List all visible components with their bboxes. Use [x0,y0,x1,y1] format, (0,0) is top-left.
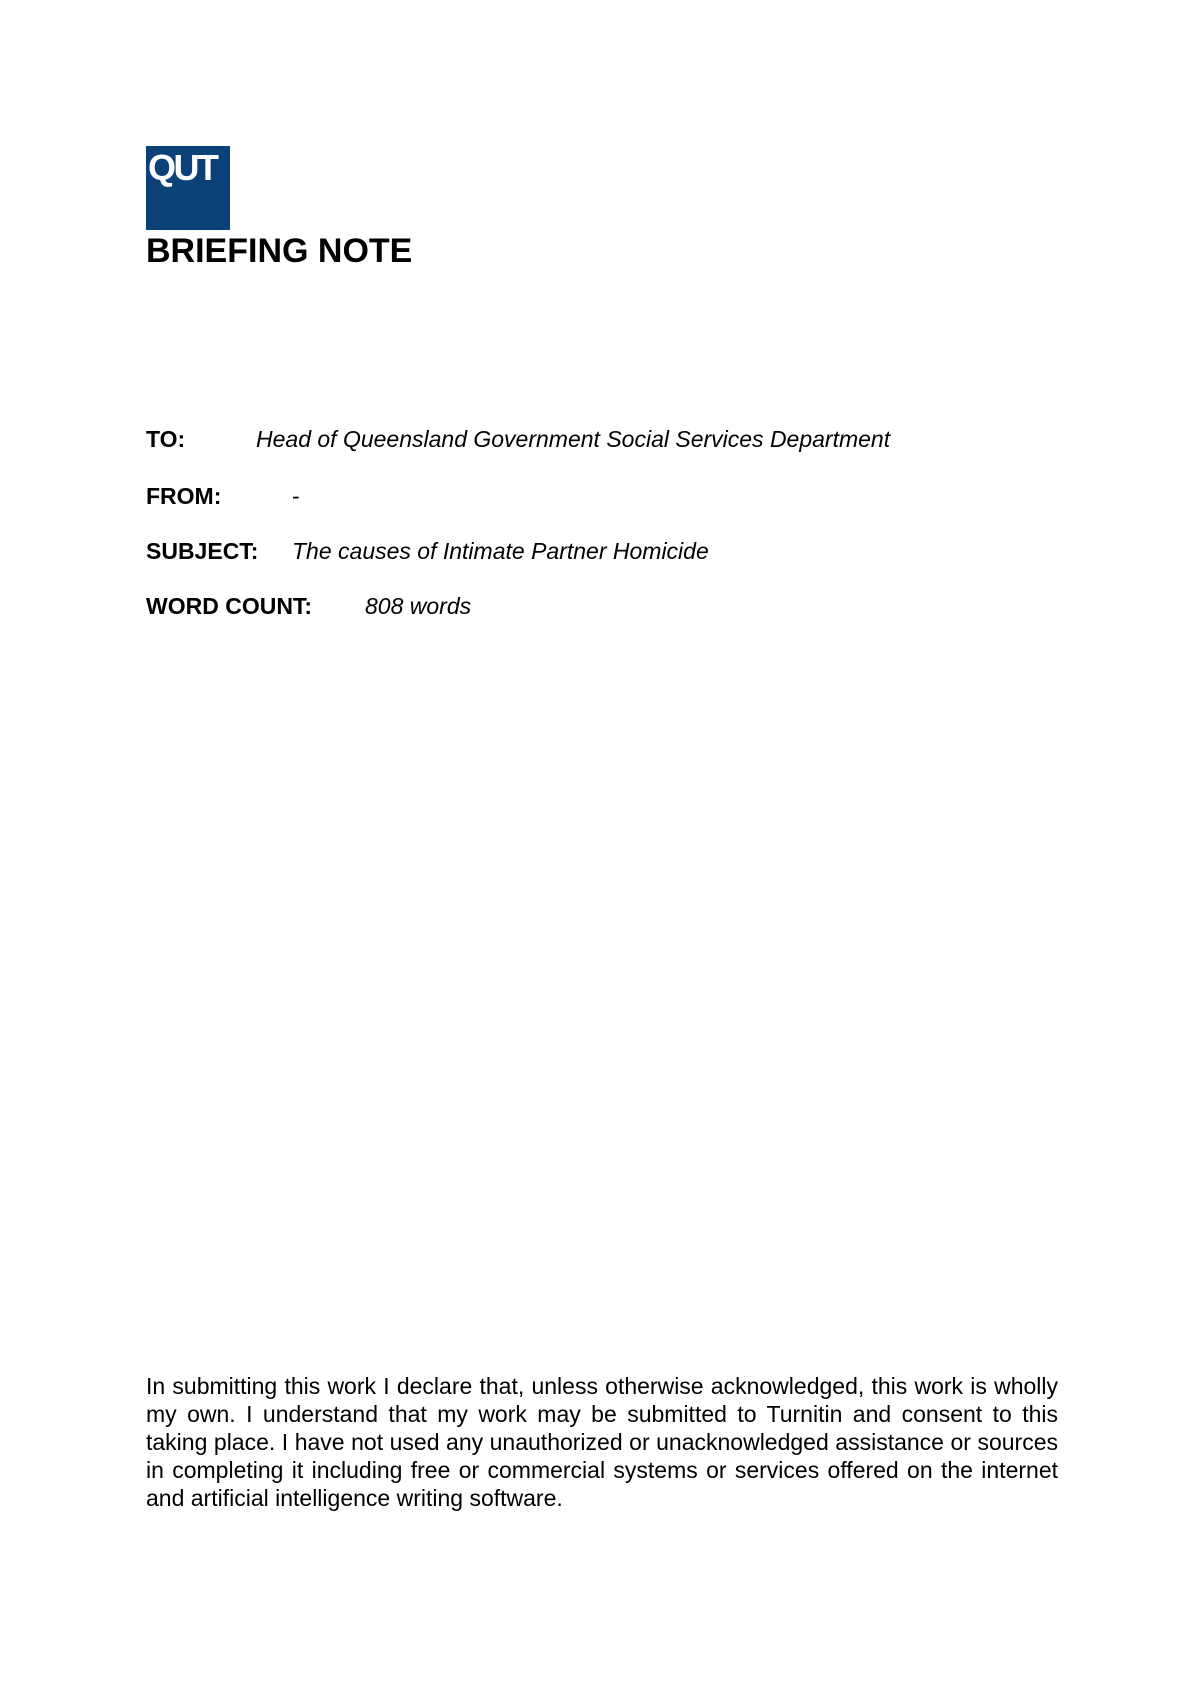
field-from-label: FROM: [146,483,222,509]
field-to-label: TO: [146,426,186,452]
field-subject-label: SUBJECT: [146,538,259,564]
logo-text: QUT [148,147,217,188]
field-word-count-value: 808 words [365,593,472,619]
field-from-value: - [292,483,300,509]
field-word-count-label: WORD COUNT: [146,593,313,619]
declaration-paragraph: In submitting this work I declare that, unless otherwise acknowledged, this work is wholly my own. I understand that my work may be submitted to Turnitin and consent to this taking place. I have not used any unauthorized or unacknowledged assistance or sources in completing it including free or commercial systems or services offered on the internet and artificial intelligence writing software. [146,1373,1058,1511]
field-to-value: Head of Queensland Government Social Services Department [256,426,891,452]
document-title: BRIEFING NOTE [146,232,413,270]
qut-logo [146,146,230,230]
field-subject-value: The causes of Intimate Partner Homicide [292,538,709,564]
